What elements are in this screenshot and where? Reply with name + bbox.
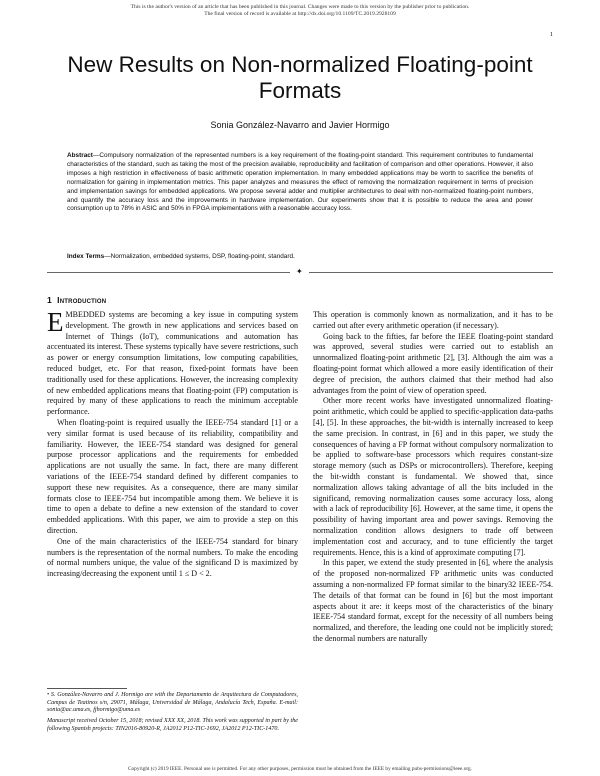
paragraph: In this paper, we extend the study presented in [6], where the analysis of the proposed non-normalized FP arithmetic units was conducted assuming a non-normalized FP format similar to the binary32 IEEE-754. The details of that format can be found in [6] but the most important aspects about it are: it keeps most of the characteristics of the binary IEEE-754 standard format, except for the necessity of all numbers being normalized, and therefore, the leading one could not be implicitly stored; the denormal numbers are naturally (313, 558, 553, 643)
left-column (47, 307, 298, 580)
paragraph: Going back to the fifties, far before the IEEE floating-point standard was approved, several studies were carried out to establish an unnormalized floating-point arithmetic [2], [3]. Although the aim was a floating-point format which allowed a more easily identification of their degree of precision, the authors claimed that their method had also advantages from the point of view of operation speed. (313, 331, 553, 395)
manuscript-footnote: Manuscript received October 15, 2018; revised XXX XX, 2018. This work was supported in part by the following Spanish projects: TIN2016-80920-R, JA2012 P12-TIC-1692, JA2012 P12-TIC-1470. (47, 718, 298, 732)
authors: Sonia González-Navarro and Javier Hormigo (210, 120, 390, 130)
paragraph: When floating-point is required usually the IEEE-754 standard [1] or a very similar format is used because of its reliability, compatibility and familiarity. However, the IEEE-754 standard was designed for general purpose processor applications and the requirements for embedded applications are not usually the same. In fact, there are many different variations of the IEEE-754 standard defined by different companies to support these new requisites. As a consequence, there are many similar formats close to IEEE-754 but incompatible among them. We believe it is time to open a debate to define a new extension of the standard to cover embedded applications. With this paper, we aim to provide a step on this direction. (47, 417, 298, 535)
paragraph: Other more recent works have investigated unnormalized floating-point arithmetic, which could be applied to specific-application data-paths [4], [5]. In these approaches, the bit-width is internally increased to keep the same precision. In contrast, in [6] and in this paper, we study the consequences of having a FP format without compulsory normalization to be applied to software-base processors which requires constant-size storage memory (such as DSPs or microcontrollers). Therefore, keeping the bit-width constant is fundamental. We showed that, since normalization allows taking advantage of all the bits included in the significand, removing normalization causes some accuracy loss, along with a lack of reproducibility [6]. However, at the same time, it opens the possibility of having important area and power savings. Removing the normalization condition allows designers to trade off between implementation cost and accuracy, and to tune efficiently the target requirements. Hence, this is a kind of approximate computing [7]. (313, 396, 553, 557)
page-number: 1 (549, 31, 553, 38)
doi-link[interactable]: http://dx.doi.org/10.1109/TC.2019.2928109 (297, 11, 396, 17)
index-terms-text: —Normalization, embedded systems, DSP, floating-point, standard. (104, 253, 295, 260)
header-line-2 (0, 11, 600, 18)
divider-ornament-icon: ✦ (296, 267, 303, 276)
divider-left (47, 272, 290, 273)
dropcap: E (47, 307, 64, 337)
divider-right (309, 272, 553, 273)
paper-title: New Results on Non-normalized Floating-point Formats (67, 52, 533, 103)
abstract-text: —Compulsory normalization of the represented numbers is a key requirement of the floating-point standard. This requirement contributes to fundamental characteristics of the standard, such as taking the most of the precision available, reproducibility and facilitation of comparison and other operations. However, it also imposes a high restriction in effectiveness of basic arithmetic operation implementation. In many embedded applications may be worth to sacrifice the benefits of normalization for gaining in implementation metrics. This paper analyzes and measures the effect of removing the normalization requirement in terms of precision and implementation savings for embedded applications. We propose several adder and multiplier architectures to deal with non-normalized floating-point numbers, and quantify the accuracy loss and the improvements in hardware implementation. Our experiments show that it is possible to reduce the area and power consumption up to 78% in ASIC and 50% in FPGA implementations with a reasonable accuracy loss. (67, 152, 533, 213)
right-column (313, 310, 553, 645)
section-title: Introduction (57, 295, 107, 305)
section-number: 1 (47, 295, 52, 305)
header-line-1: This is the author's version of an article that has been published in this journal. Changes were made to this version by the publisher prior to publication. (130, 4, 470, 10)
paragraph: EMBEDDED systems are becoming a key issue in computing system development. The growth in new applications and services based on Internet of Things (IoT), communications and automation has accentuated its interest. These systems typically have severe restrictions, such as power or energy consumption limitations, low computing capabilities, reduced budget, etc. For that reason, fixed-point formats have been traditionally used for these applications. However, the increasing complexity of new embedded applications means that floating-point (FP) computation is required by many of these applications to reach the minimum acceptable performance. (47, 307, 298, 417)
paragraph: One of the main characteristics of the IEEE-754 standard for binary numbers is the representation of the normal numbers. To make the encoding of normal numbers unique, the value of the significand D is maximized by increasing/decreasing the exponent until 1 ≤ D < 2. (47, 536, 298, 579)
affiliation-footnote: • S. González-Navarro and J. Hormigo are with the Departamento de Arquitectura de Computadores, Campus de Teatinos s/n, 29071, Málaga, Universidad de Málaga, Andalucía Tech, España. E-mail: sonia@ac.uma.es, fjhormigo@uma.es (47, 692, 298, 714)
abstract (67, 152, 533, 214)
paragraph: This operation is commonly known as normalization, and it has to be carried out after every arithmetic operation (if necessary). (313, 310, 553, 330)
index-terms (67, 252, 533, 261)
footnotes (47, 692, 298, 734)
index-terms-label: Index Terms (67, 253, 105, 260)
copyright-notice: Copyright (c) 2019 IEEE. Personal use is permitted. For any other purposes, permission must be obtained from the IEEE by emailing pubs-permissions@ieee.org. (127, 766, 472, 772)
footnote-rule (47, 688, 127, 689)
header-prefix: The final version of record is available at (204, 11, 297, 17)
abstract-label: Abstract (67, 152, 93, 159)
section-heading (47, 295, 106, 305)
